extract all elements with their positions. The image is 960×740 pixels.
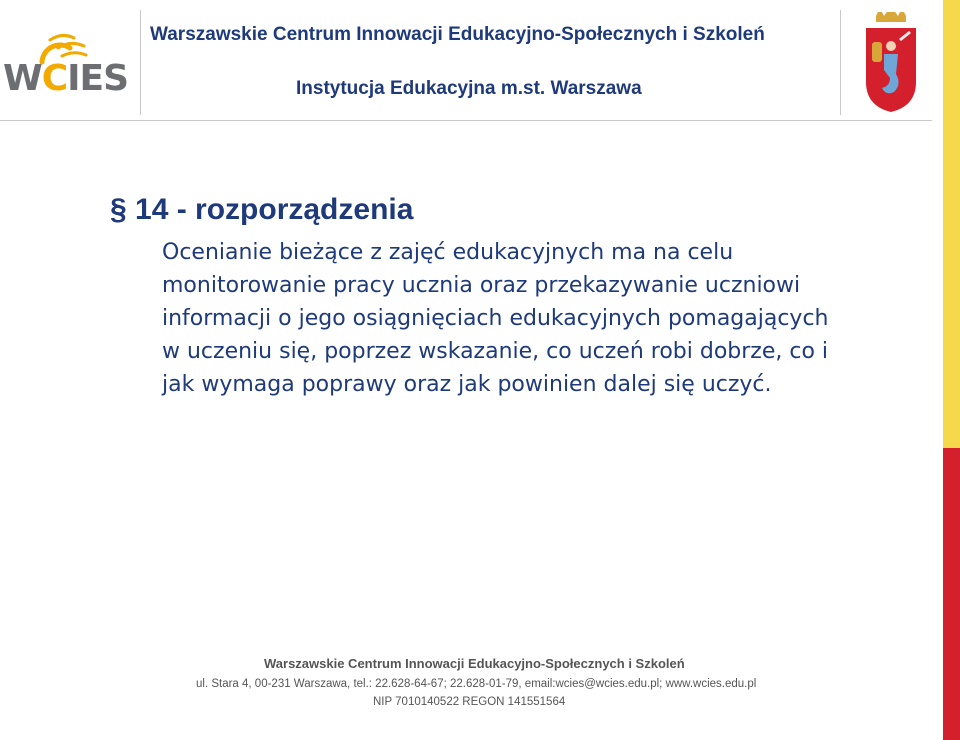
slide-heading: § 14 - rozporządzenia bbox=[110, 193, 414, 226]
logo-text: WCIES bbox=[3, 58, 129, 99]
side-accent-red bbox=[943, 448, 960, 740]
institution-subtitle: Instytucja Edukacyjna m.st. Warszawa bbox=[296, 78, 642, 99]
page-header bbox=[0, 0, 932, 121]
side-accent-yellow bbox=[943, 0, 960, 448]
logo-accent-letter: C bbox=[41, 58, 68, 99]
wcies-logo bbox=[0, 10, 141, 115]
footer-tax-ids: NIP 7010140522 REGON 141551564 bbox=[373, 696, 566, 708]
footer-address: ul. Stara 4, 00-231 Warszawa, tel.: 22.628-64-67; 22.628-01-79, email:wcies@wcies.edu.pl; www.wcies.edu.pl bbox=[196, 678, 757, 690]
slide-body-text: Ocenianie bieżące z zajęć edukacyjnych ma na celu monitorowanie pracy ucznia oraz przekazywanie uczniowi informacji o jego osiągnięciach edukacyjnych pomagających w uczeniu się, poprzez wskazanie, co uczeń robi dobrze, co i jak wymaga poprawy oraz jak powinien dalej się uczyć. bbox=[162, 240, 829, 397]
warsaw-coat-of-arms-icon bbox=[862, 12, 920, 112]
institution-title: Warszawskie Centrum Innowacji Edukacyjno-Społecznych i Szkoleń bbox=[150, 24, 765, 45]
footer-institution-name: Warszawskie Centrum Innowacji Edukacyjno-Społecznych i Szkoleń bbox=[264, 656, 685, 671]
crest-container bbox=[840, 10, 933, 115]
